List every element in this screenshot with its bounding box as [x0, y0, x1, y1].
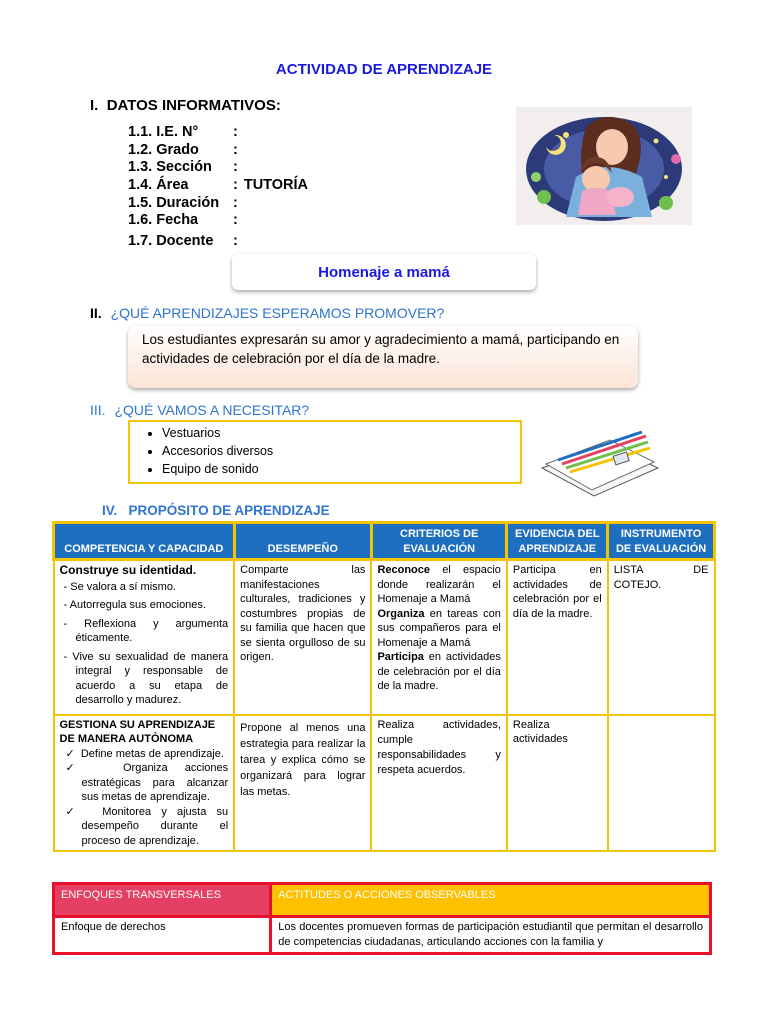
criteria-cell [371, 560, 506, 715]
learning-expectation-box: Los estudiantes expresarán su amor y agradecimiento a mamá, participando en actividades de celebración por el día de la madre. [128, 326, 638, 388]
competence-title: Construye su identidad. [59, 563, 197, 577]
list-item: - Autorregula sus emociones. [63, 599, 206, 611]
section-number: II. [90, 305, 102, 321]
capacities-list [60, 747, 229, 849]
table-header-row [54, 523, 715, 560]
section-title: ¿QUÉ APRENDIZAJES ESPERAMOS PROMOVER? [110, 305, 445, 321]
column-header: COMPETENCIA Y CAPACIDAD [54, 523, 235, 560]
approach-cell: Enfoque de derechos [54, 917, 271, 954]
section-title: ¿QUÉ VAMOS A NECESITAR? [114, 402, 310, 418]
instrument-cell: LISTA DE COTEJO. [608, 560, 715, 715]
instrument-cell [608, 715, 715, 852]
pencils-and-paper-icon [538, 420, 660, 500]
materials-box [128, 420, 522, 484]
list-item: ✓ Monitorea y ajusta su desempeño durante el proceso de aprendizaje. [65, 805, 229, 847]
check-icon: ✓ [65, 762, 123, 774]
list-item: • Equipo de sonido [162, 460, 520, 478]
criteria-item: Organiza en tareas con sus compañeros para el Homenaje a Mamá [377, 607, 501, 649]
check-icon: ✓ [65, 805, 103, 818]
mother-daughter-icon [516, 107, 692, 225]
info-label: 1.6. Fecha [128, 212, 199, 228]
table-row [54, 917, 711, 954]
list-item: - Se valora a sí mismo. [63, 580, 176, 593]
info-row-grado: 1.2. Grado : [128, 142, 238, 158]
list-item: ✓ Define metas de aprendizaje. [65, 747, 224, 760]
capacities-list [60, 580, 229, 708]
info-label: 1.7. Docente [128, 233, 214, 249]
info-row-duracion: 1.5. Duración : [128, 195, 238, 211]
criteria-cell: Realiza actividades, cumple responsabilidades y respeta acuerdos. [371, 715, 506, 852]
info-row-area: 1.4. Área : TUTORÍA [128, 177, 309, 193]
info-row-seccion: 1.3. Sección : [128, 159, 238, 175]
section-title: PROPÓSITO DE APRENDIZAJE [128, 503, 330, 518]
section-number: III. [90, 402, 106, 418]
section-proposito [102, 503, 330, 518]
info-label: 1.2. Grado [128, 142, 199, 158]
column-header: INSTRUMENTO DE EVALUACIÓN [608, 523, 715, 560]
mother-daughter-illustration [516, 107, 692, 225]
info-label: 1.3. Sección [128, 159, 212, 175]
criteria-item: Participa en actividades de celebración por el día de la madre. [377, 651, 501, 692]
check-icon: ✓ [65, 747, 81, 760]
performance-cell: Propone al menos una estrategia para realizar la tarea y explica cómo se organizará para lograr las metas. [234, 715, 371, 852]
table-row [54, 560, 715, 715]
evidence-cell: Participa en actividades de celebración por el día de la madre. [507, 560, 608, 715]
section-number: I. [90, 97, 99, 114]
competence-cell [54, 715, 235, 852]
column-header: CRITERIOS DE EVALUACIÓN [371, 523, 506, 560]
competence-cell [54, 560, 235, 715]
evidence-cell: Realiza actividades [507, 715, 608, 852]
info-label: 1.1. I.E. N° [128, 124, 199, 140]
list-item: - Reflexiona y argumenta éticamente. [63, 617, 229, 644]
performance-cell: Comparte las manifestaciones culturales, tradiciones y costumbres propias de su familia que hacen que se sienta orgulloso de su origen. [234, 560, 371, 715]
list-item: • Accesorios diversos [162, 442, 520, 460]
column-header: EVIDENCIA DEL APRENDIZAJE [507, 523, 608, 560]
table-row [54, 715, 715, 852]
list-item: - Vive su sexualidad de manera integral y responsable de acuerdo a su etapa de desarrollo y madurez. [63, 650, 229, 706]
info-row-fecha: 1.6. Fecha : [128, 212, 238, 228]
info-row-docente: 1.7. Docente : [128, 233, 238, 249]
approach-table [52, 882, 712, 955]
topic-banner: Homenaje a mamá [232, 254, 536, 290]
purpose-table [52, 521, 716, 852]
section-necesitar [90, 402, 309, 420]
materials-list [144, 424, 520, 478]
section-aprendizajes [90, 305, 444, 323]
list-item: • Vestuarios [162, 424, 520, 442]
info-row-ie: 1.1. I.E. N° : [128, 124, 238, 140]
criteria-item: Reconoce el espacio donde realizarán el Homenaje a Mamá [377, 564, 501, 605]
info-label: 1.5. Duración [128, 195, 220, 211]
section-title: DATOS INFORMATIVOS: [106, 97, 281, 114]
competence-title: GESTIONA SU APRENDIZAJE DE MANERA AUTÒNOMA [59, 718, 216, 745]
info-value: TUTORÍA [243, 177, 309, 193]
column-header: ACTITUDES O ACCIONES OBSERVABLES [271, 884, 711, 917]
column-header: ENFOQUES TRANSVERSALES [54, 884, 271, 917]
section-datos-informativos [90, 97, 281, 114]
actions-cell: Los docentes promueven formas de participación estudiantil que permitan el desarrollo de competencias ciudadanas, articulando acciones con la familia y [271, 917, 711, 954]
table-header-row [54, 884, 711, 917]
column-header: DESEMPEÑO [234, 523, 371, 560]
page-title: ACTIVIDAD DE APRENDIZAJE [275, 61, 493, 78]
pencils-and-paper-illustration [538, 420, 660, 500]
info-label: 1.4. Área [128, 177, 189, 193]
list-item: ✓ Organiza acciones estratégicas para alcanzar sus metas de aprendizaje. [65, 762, 229, 803]
section-number: IV. [102, 503, 118, 518]
